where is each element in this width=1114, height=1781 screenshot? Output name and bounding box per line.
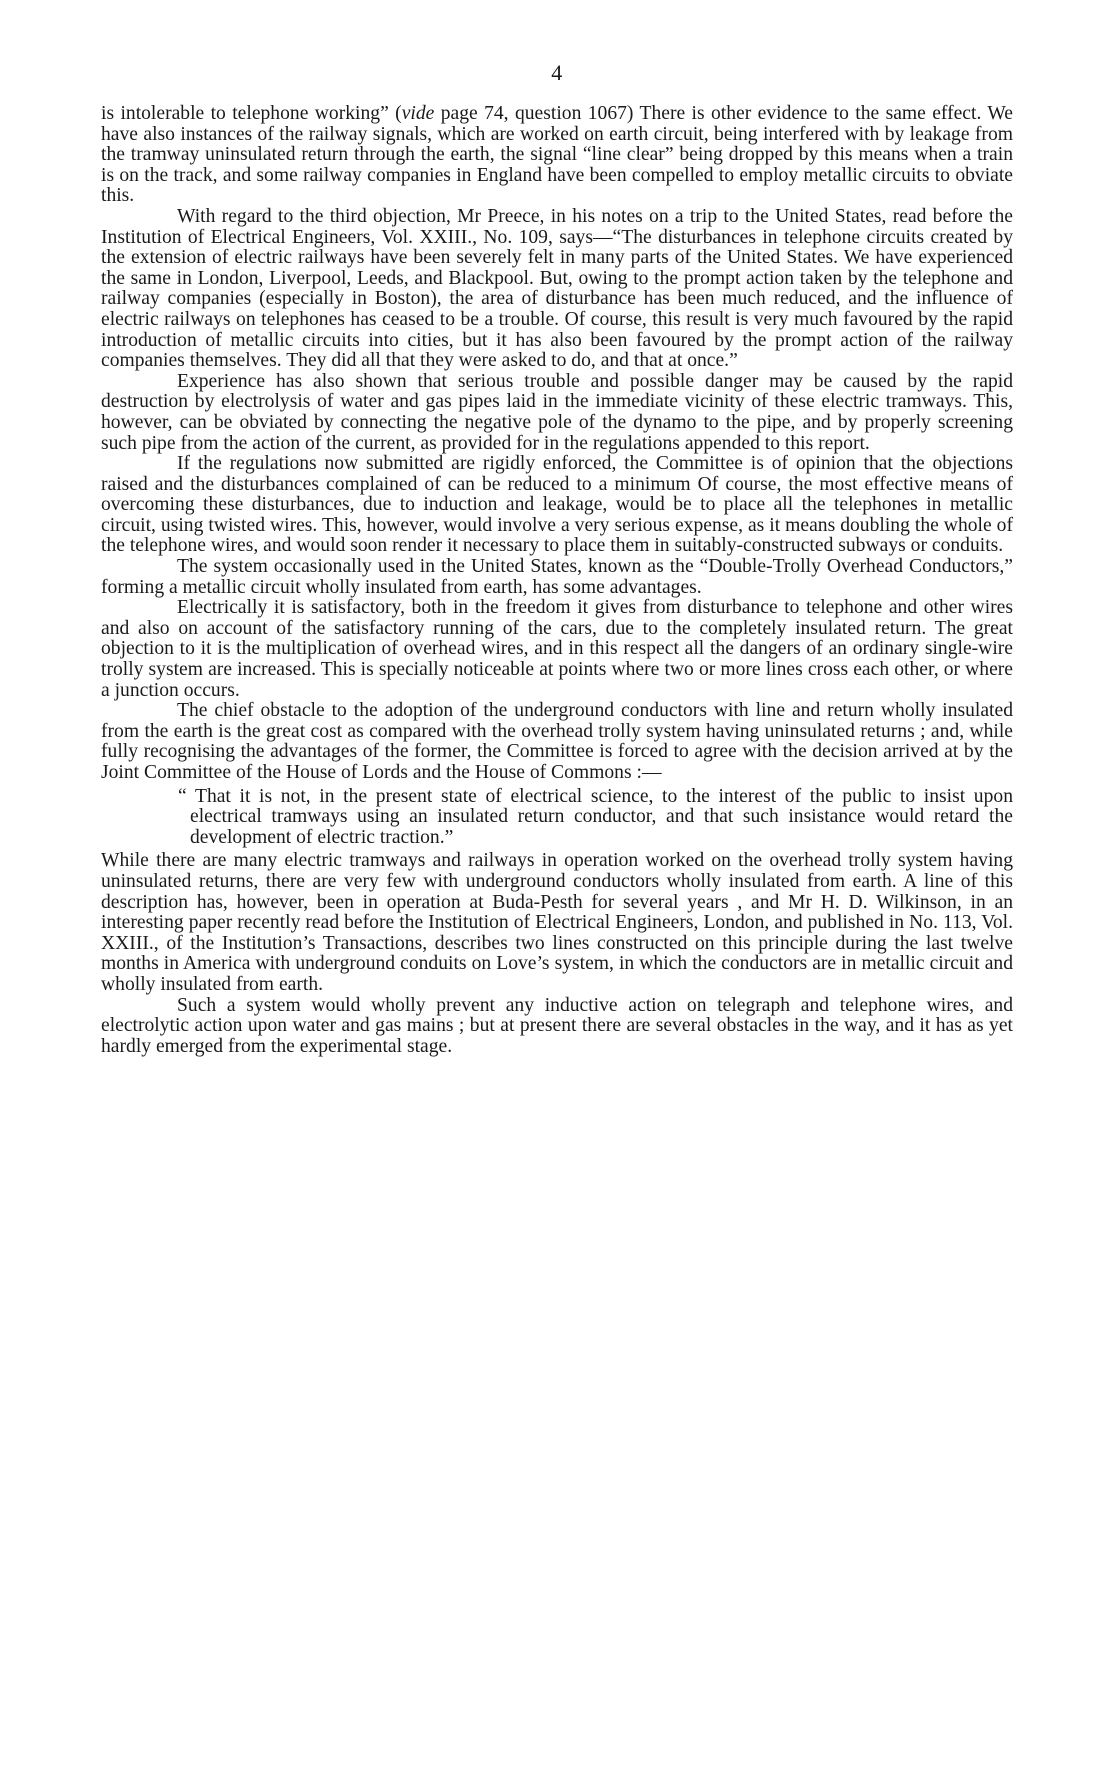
paragraph-preece-objection: With regard to the third objection, Mr Preece, in his notes on a trip to the United States, read before the Institution of Electrical Engineers, Vol. XXIII., No. 109, says—“The disturbances in telephone circuits created by the extension of electric railways have been severely felt in many parts of the United States. We have experienced the same in London, Liverpool, Leeds, and Blackpool. But, owing to the prompt action taken by the telephone and railway companies (especially in Boston), the area of disturbance has been much reduced, and the influence of electric railways on telephones has ceased to be a trouble. Of course, this result is very much favoured by the rapid introduction of metallic circuits into cities, but it has also been favoured by the prompt action of the railway companies themselves. They did all that they were asked to do, and that at once.” xyxy=(101,205,1013,372)
paragraph-double-trolly: The system occasionally used in the United States, known as the “Double-Trolly Overhead Conductors,” forming a metallic circuit wholly insulated from earth, has some advantages. xyxy=(101,556,1013,598)
document-body xyxy=(101,104,1013,1057)
paragraph-electrolysis: Experience has also shown that serious trouble and possible danger may be caused by the rapid destruction by electrolysis of water and gas pipes laid in the immediate vicinity of these electric tramways. This, however, can be obviated by connecting the negative pole of the dynamo to the pipe, and by properly screening such pipe from the action of the current, as provided for in the regulations appended to this report. xyxy=(101,370,1013,454)
block-quote-joint-committee: “ That it is not, in the present state of electrical science, to the interest of the public to insist upon electrical tramways using an insulated return conductor, and that such insistance would retard the development of electric traction.” xyxy=(178,785,1013,848)
italic-vide: vide xyxy=(401,103,435,124)
page-number: 4 xyxy=(551,60,563,85)
paragraph-text: page 74, question 1067) There is other evidence to the same effect. We have also instances of the railway signals, which are worked on earth circuit, being interfered with by leakage from the tramway uninsulated return through the earth, the signal “line clear” being dropped by this means when a train is on the track, and some railway companies in England have been compelled to employ metallic circuits to obviate this. xyxy=(101,103,1013,207)
paragraph-chief-obstacle: The chief obstacle to the adoption of the underground conductors with line and return wholly insulated from the earth is the great cost as compared with the overhead trolly system having uninsulated returns ; and, while fully recognising the advantages of the former, the Committee is forced to agree with the decision arrived at by the Joint Committee of the House of Lords and the House of Commons :— xyxy=(101,700,1013,783)
paragraph-continued-telephone-working xyxy=(101,104,1013,207)
paragraph-text: is intolerable to telephone working” ( xyxy=(101,103,402,124)
paragraph-regulations: If the regulations now submitted are rigidly enforced, the Committee is of opinion that the objections raised and the disturbances complained of can be reduced to a minimum Of course, the most effective means of overcoming these disturbances, due to induction and leakage, would be to place all the telephones in metallic circuit, using twisted wires. This, however, would involve a very serious expense, as it means doubling the whole of the telephone wires, and would soon render it necessary to place them in suitably-constructed subways or conduits. xyxy=(101,453,1013,557)
paragraph-experimental-stage: Such a system would wholly prevent any inductive action on telegraph and telephone wires, and electrolytic action upon water and gas mains ; but at present there are several obstacles in the way, and it has as yet hardly emerged from the experimental stage. xyxy=(101,994,1013,1057)
paragraph-buda-pesth: While there are many electric tramways and railways in operation worked on the overhead trolly system having uninsulated returns, there are very few with underground conductors wholly insulated from earth. A line of this description has, however, been in operation at Buda-Pesth for several years , and Mr H. D. Wilkinson, in an interesting paper recently read before the Institution of Electrical Engineers, London, and published in No. 113, Vol. XXIII., of the Institution’s Transactions, describes two lines constructed on this principle during the last twelve months in America with underground conduits on Love’s system, in which the conductors are in metallic circuit and wholly insulated from earth. xyxy=(101,850,1013,995)
paragraph-electrically-satisfactory: Electrically it is satisfactory, both in the freedom it gives from disturbance to telephone and other wires and also on account of the satisfactory running of the cars, due to the completely insulated return. The great objection to it is the multiplication of overhead wires, and in this respect all the dangers of an ordinary single-wire trolly system are increased. This is specially noticeable at points where two or more lines cross each other, or where a junction occurs. xyxy=(101,597,1013,701)
